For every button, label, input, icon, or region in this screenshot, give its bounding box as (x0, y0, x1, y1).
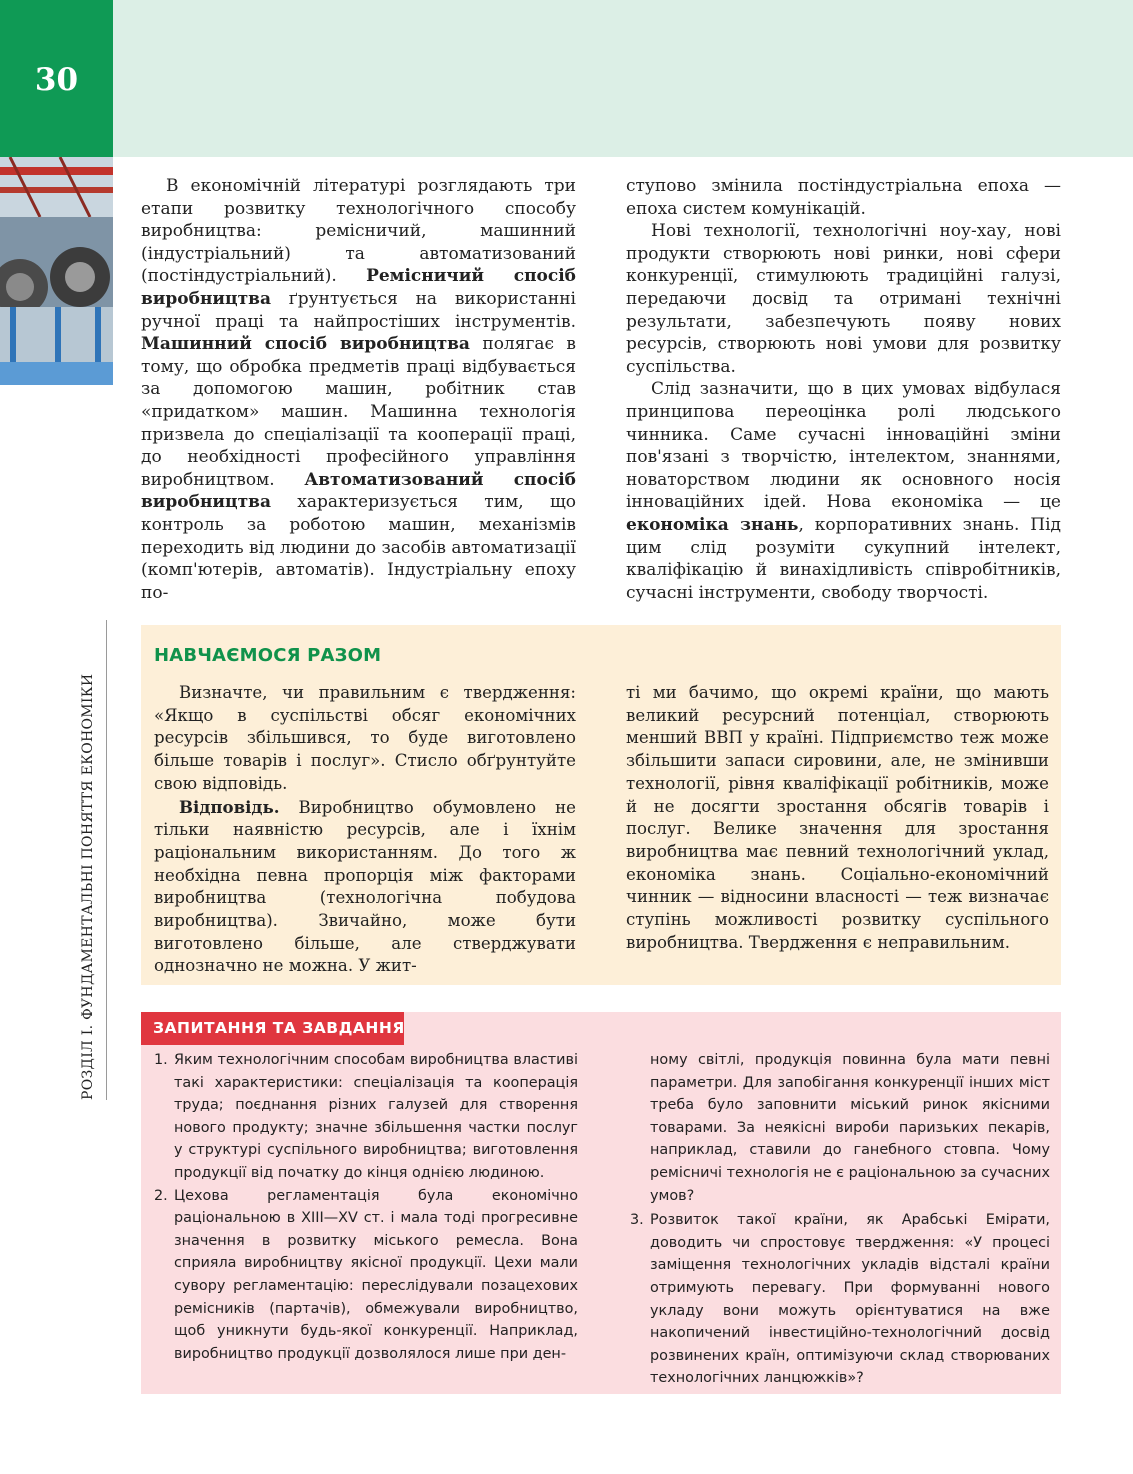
learn-answer (154, 796, 576, 979)
question-text: Цехова регламентація була економічно раціональною в XIII—XV ст. і мала тоді прогресивне значення в розвитку міського ремесла. Вона сприяла виробництву якісної продукції. Цехи мали сувору регламентацію: переслідували позацехових ремісників (партачів), обмежували виробництво, щоб уникнути будь-якої конкуренції. Наприклад, виробництво продукції дозволялося лише при ден- (174, 1187, 578, 1362)
question-text: Розвиток такої країни, як Арабські Емірати, доводить чи спростовує твердження: «У процесі заміщення технологічних укладів відсталі країни отримують перевагу. При формуванні нового укладу вони можуть орієнтуватися на вже накопичений інвестиційно-технологічний досвід розвинених країн, оптимізуючи склад створюваних технологічних ланцюжків»? (650, 1212, 1050, 1387)
side-divider (106, 620, 107, 1100)
learn-together-title: НАВЧАЄМОСЯ РАЗОМ (154, 645, 382, 666)
text-span: В економічній літературі розглядають три етапи розвитку технологічного способу виробництва: ремісничий, машинний (індустріальний) та автоматизований (постіндустріальний). (141, 176, 576, 287)
question-2-continued: ному світлі, продукція повинна була мати певні параметри. Для запобігання конкуренції інших міст треба було заповнити міський ринок якісними товарами. За неякісні вироби паризьких пекарів, наприклад, ставили до ганебного стовпа. Чому ремісничі технологія не є раціональною за сучасних умов? (650, 1052, 1051, 1204)
header-band (113, 0, 1133, 157)
learn-answer-continued: ті ми бачимо, що окремі країни, що мають великий ресурсний потенціал, створюють менший ВВП у країні. Підприємство теж може збільшити запаси сировини, але, не змінивши технології, рівня кваліфікації робітників, може й не досягти зростання обсягів товарів і послуг. Велике значення для зростання виробництва має певний технологічний уклад, економіка знань. Соціально-економічний чинник — відносини власності — теж визначає ступінь можливості розвитку суспільного виробництва. Твердження є неправильним. (626, 683, 1049, 952)
text-span: Слід зазначити, що в цих умовах відбулася принципова переоцінка ролі людського чинника. Саме сучасні інноваційні зміни пов'язані з творчістю, інтелектом, знаннями, новаторством людини як основного носія інноваційних ідей. Нова економіка — це (626, 379, 1061, 513)
questions-right-column (630, 1049, 1050, 1390)
section-side-title: РОЗДІЛ І. ФУНДАМЕНТАЛЬНІ ПОНЯТТЯ ЕКОНОМІКИ (80, 673, 96, 1100)
question-number: 2. (154, 1187, 168, 1204)
text-span: характеризується тим, що контроль за роботою машин, механізмів переходить від людини до засобів автоматизації (комп'ютерів, автоматів). Індустріальну епоху по- (141, 492, 576, 603)
question-number: 3. (630, 1212, 644, 1229)
term-automated-production: Автоматизований спосіб виробництва (141, 469, 576, 513)
question-1 (154, 1049, 578, 1185)
term-craft-production: Ремісничий спосіб виробництва (141, 266, 577, 309)
main-left-column (141, 175, 576, 604)
text-span: ґрунтується на використанні ручної праці та найпростіших інструментів. (141, 288, 576, 332)
term-knowledge-economy: економіка знань (626, 514, 799, 535)
main-right-paragraph-1: Нові технології, технологічні ноу-хау, нові продукти створюють нові ринки, нові сфери конкуренції, стимулюють традиційні галузі, передаючи досвід та отримані технічні результати, забезпечують появу нових ресурсів, створюють нові умови для розвитку суспільства. (626, 221, 1061, 377)
answer-label: Відповідь. (179, 796, 280, 817)
questions-title: ЗАПИТАННЯ ТА ЗАВДАННЯ (153, 1019, 405, 1037)
text-span: , корпоративних знань. Під цим слід розуміти сукупний інтелект, кваліфікацію й винахідливість співробітників, сучасні інструменти, свободу творчості. (626, 514, 1062, 603)
learn-question: Визначте, чи правильним є твердження: «Якщо в суспільстві обсяг економічних ресурсів збільшився, то буде виготовлено більше товарів і послуг». Стисло обґрунтуйте свою відповідь. (154, 683, 576, 793)
learn-right-column (626, 682, 1049, 954)
main-left-paragraph (141, 175, 576, 604)
text-span: полягає в тому, що обробка предметів праці відбувається за допомогою машин, робітник став «придатком» машин. Машинна технологія призвела до спеціалізації та кооперації праці, до необхідності професійного управління виробництвом. (141, 334, 577, 490)
learn-left-column (154, 682, 576, 978)
main-right-column (626, 175, 1061, 604)
factory-photo-illustration (0, 157, 113, 385)
page-number: 30 (34, 62, 79, 98)
questions-left-column (154, 1049, 578, 1365)
question-3 (630, 1209, 1050, 1390)
question-number: 1. (154, 1052, 168, 1068)
question-text: Яким технологічним способам виробництва властиві такі характеристики: спеціалізація та кооперація труда; поєднання різних галузей для створення нового продукту; значне збільшення частки послуг у структурі суспільного виробництва; виготовлення продукції від початку до кінця однією людиною. (174, 1052, 578, 1181)
factory-photo (0, 157, 113, 385)
term-machine-production: Машинний спосіб виробництва (141, 334, 470, 355)
text-span: Виробництво обумовлено не тільки наявністю ресурсів, але і їхнім раціональним використанням. До того ж необхідна певна пропорція між факторами виробництва (технологічна побудова виробництва). Звичайно, може бути виготовлено більше, але стверджувати однозначно не можна. У жит- (154, 797, 576, 976)
question-2 (154, 1185, 578, 1366)
page-number-box (0, 0, 113, 157)
main-right-paragraph-2 (626, 378, 1061, 604)
main-right-paragraph-0: ступово змінила постіндустріальна епоха — епоха систем комунікацій. (626, 176, 1061, 219)
